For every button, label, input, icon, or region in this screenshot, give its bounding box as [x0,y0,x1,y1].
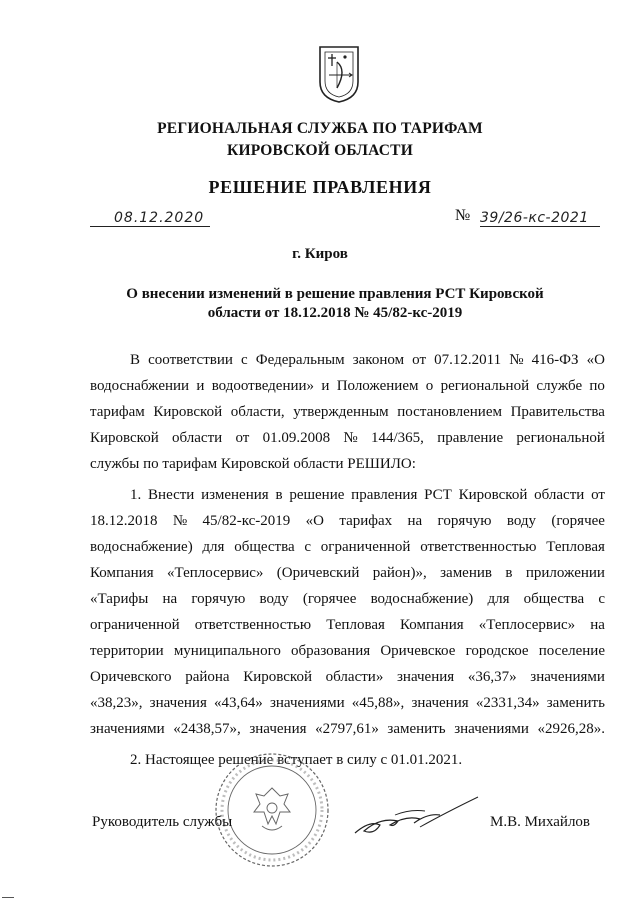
number-label: № [455,207,471,224]
body-line: «38,23», значения «43,64» значениями «45,88», значения «2331,34» заменить [90,695,605,711]
body-line: Компания «Теплосервис» (Оричевский район)», заменив в приложении [90,565,605,581]
body-line: Кировской области от 01.09.2008 № 144/365, правление региональной [90,430,605,446]
official-stamp [212,750,332,870]
body-line: Оричевского района Кировской области» значения «36,37» значениями [90,669,605,685]
subject-line2: области от 18.12.2018 № 45/82-кс-2019 [207,305,463,321]
body-line: службы по тарифам Кировской области РЕШИЛО: [90,456,416,472]
signatory-name: М.В. Михайлов [490,814,591,830]
body-line: территории муниципального образования Оричевское городское поселение [90,643,605,659]
body-line: ограниченной ответственностью Тепловая Компания «Теплосервис» на [90,617,605,633]
body-line: тарифам Кировской области, утвержденным постановлением Правительства [90,404,605,420]
subject-line1: О внесении изменений в решение правления РСТ Кировской [126,286,544,302]
body-line: водоснабжение) для общества с ограниченной ответственностью Тепловая [90,539,605,555]
body-line: «Тарифы на горячую воду (горячее водоснабжение) для общества с [90,591,605,607]
body-line: 18.12.2018 № 45/82-кс-2019 «О тарифах на горячую воду (горячее [90,513,605,529]
coat-of-arms-emblem [317,44,361,104]
organization-name-line1: РЕГИОНАЛЬНАЯ СЛУЖБА ПО ТАРИФАМ [157,120,483,137]
body-line: водоснабжении и водоотведении» и Положением о региональной службе по [90,378,605,394]
organization-name-line2: КИРОВСКОЙ ОБЛАСТИ [227,142,413,159]
scan-edge-mark [2,897,14,898]
decision-date: 08.12.2020 [90,210,210,227]
handwritten-signature [350,795,480,840]
body-line: 1. Внести изменения в решение правления РСТ Кировской области от [130,487,605,503]
body-line: 2. Настоящее решение вступает в силу с 01.01.2021. [130,752,463,768]
body-line: значениями «2438,57», значения «2797,61» заменить значениями «2926,28». [90,721,605,737]
city-name: г. Киров [292,246,348,262]
document-type-title: РЕШЕНИЕ ПРАВЛЕНИЯ [208,177,432,197]
signatory-role: Руководитель службы [92,814,233,830]
decision-number: 39/26-кс-2021 [480,210,600,227]
body-line: В соответствии с Федеральным законом от 07.12.2011 № 416-ФЗ «О [130,352,605,368]
